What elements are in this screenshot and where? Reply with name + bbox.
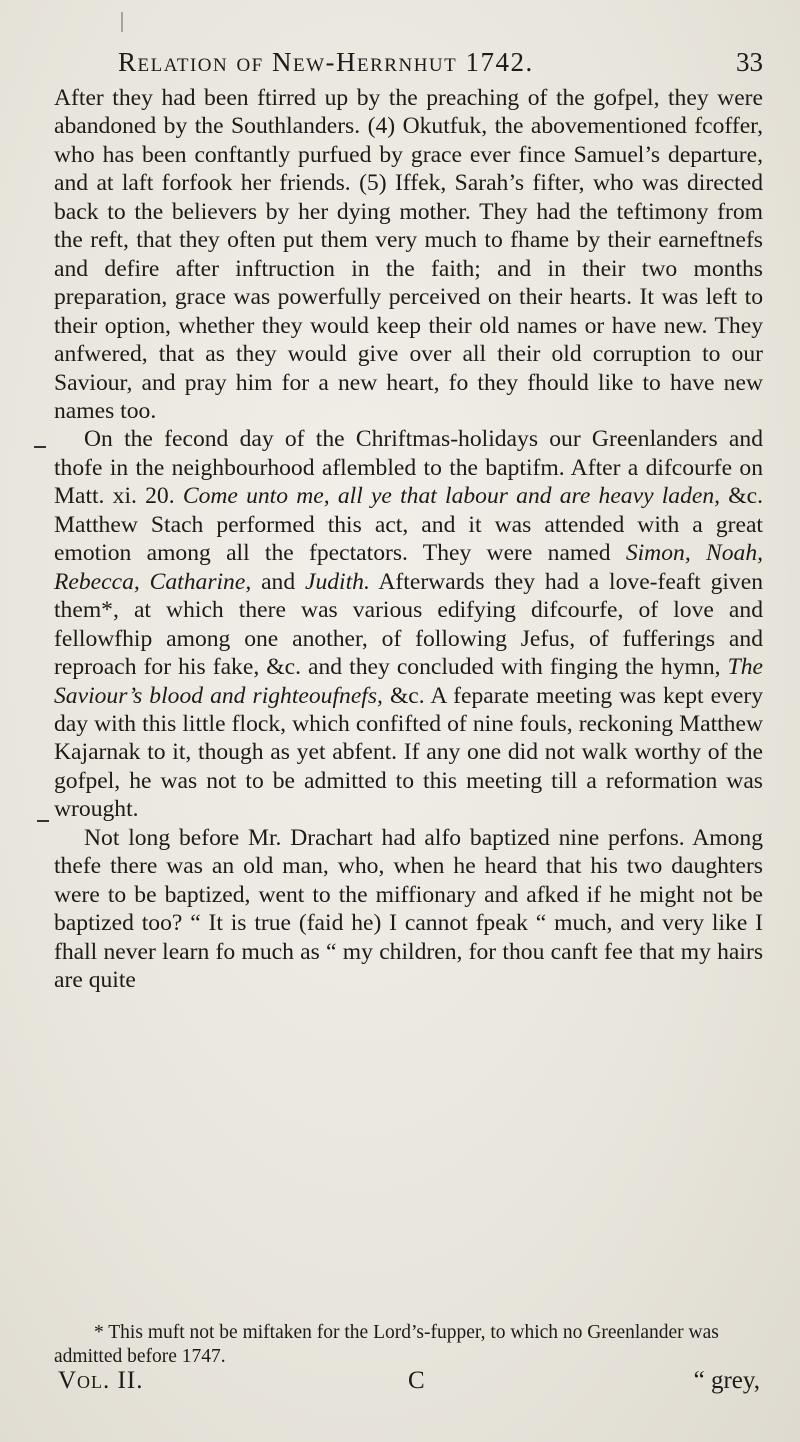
text-run: Afterwards they had a love-feaft given them*, at which there was various edifying difcourfe, of love and fellowfhip among one another, of following Jefus, of fufferings and reproach for his fake, &c. and they concluded with finging the hymn, xyxy=(54,568,763,681)
footnote xyxy=(54,1321,764,1369)
margin-mark xyxy=(37,820,49,822)
text-run: On the fecond day of the Chriftmas-holidays our Greenlanders and thofe in the neighbourhood aflembled to the baptifm. After a difcourfe on Matt. xi. 20. xyxy=(54,426,763,510)
volume-label: Vol. II. xyxy=(58,1367,144,1394)
italic-names: Simon, Noah, Rebecca, Catharine, xyxy=(54,540,764,595)
paragraph: Not long before Mr. Drachart had alfo baptized nine perfons. Among thefe there was an old man, who, when he heard that his two daughters were to be baptized, went to the miffionary and afked if he might not be baptized too? “ It is true (faid he) I cannot fpeak “ much, and very like I fhall never learn fo much as “ my children, for thou canft fee that my hairs are quite xyxy=(54,824,763,994)
gutter-mark xyxy=(121,12,123,32)
running-header xyxy=(118,47,763,83)
body-text xyxy=(54,84,763,995)
page-number: 33 xyxy=(736,47,763,77)
text-run: and xyxy=(251,568,305,595)
text-run: &c. Matthew Stach performed this act, and it was attended with a great emotion among all the fpectators. They were named xyxy=(54,483,764,567)
margin-mark xyxy=(34,446,46,448)
catchword: “ grey, xyxy=(693,1367,760,1394)
paragraph xyxy=(54,425,763,823)
footnote-text: * This muft not be miftaken for the Lord’s-fupper, to which no Greenlander was admitted before 1747. xyxy=(54,1322,719,1367)
italic-name: Judith. xyxy=(304,568,370,595)
page-footer xyxy=(58,1367,768,1401)
italic-hymn: The Saviour’s blood and righteoufnefs, xyxy=(54,654,763,709)
running-title: Relation of New-Herrnhut 1742. xyxy=(118,47,534,77)
italic-quote: Come unto me, all ye that labour and are heavy laden, xyxy=(182,483,721,510)
text-run: &c. A feparate meeting was kept every day with this little flock, which confifted of nine fouls, reckoning Matthew Kajarnak to it, though as yet abfent. If any one did not walk worthy of the gofpel, he was not to be admitted to this meeting till a reformation was wrought. xyxy=(54,682,763,823)
paragraph: After they had been ftirred up by the preaching of the gofpel, they were abandoned by the Southlanders. (4) Okutfuk, the abovementioned fcoffer, who has been conftantly purfued by grace ever fince Samuel’s departure, and at laft forfook her friends. (5) Iffek, Sarah’s fifter, who was directed back to the believers by her dying mother. They had the teftimony from the reft, that they often put them very much to fhame by their earneftnefs and defire after inftruction in the faith; and in their two months preparation, grace was powerfully perceived on their hearts. It was left to their option, whether they would keep their old names or have new. They anfwered, that as they would give over all their old corruption to our Saviour, and pray him for a new heart, fo they fhould like to have new names too. xyxy=(54,85,763,424)
signature-mark: C xyxy=(408,1367,425,1394)
